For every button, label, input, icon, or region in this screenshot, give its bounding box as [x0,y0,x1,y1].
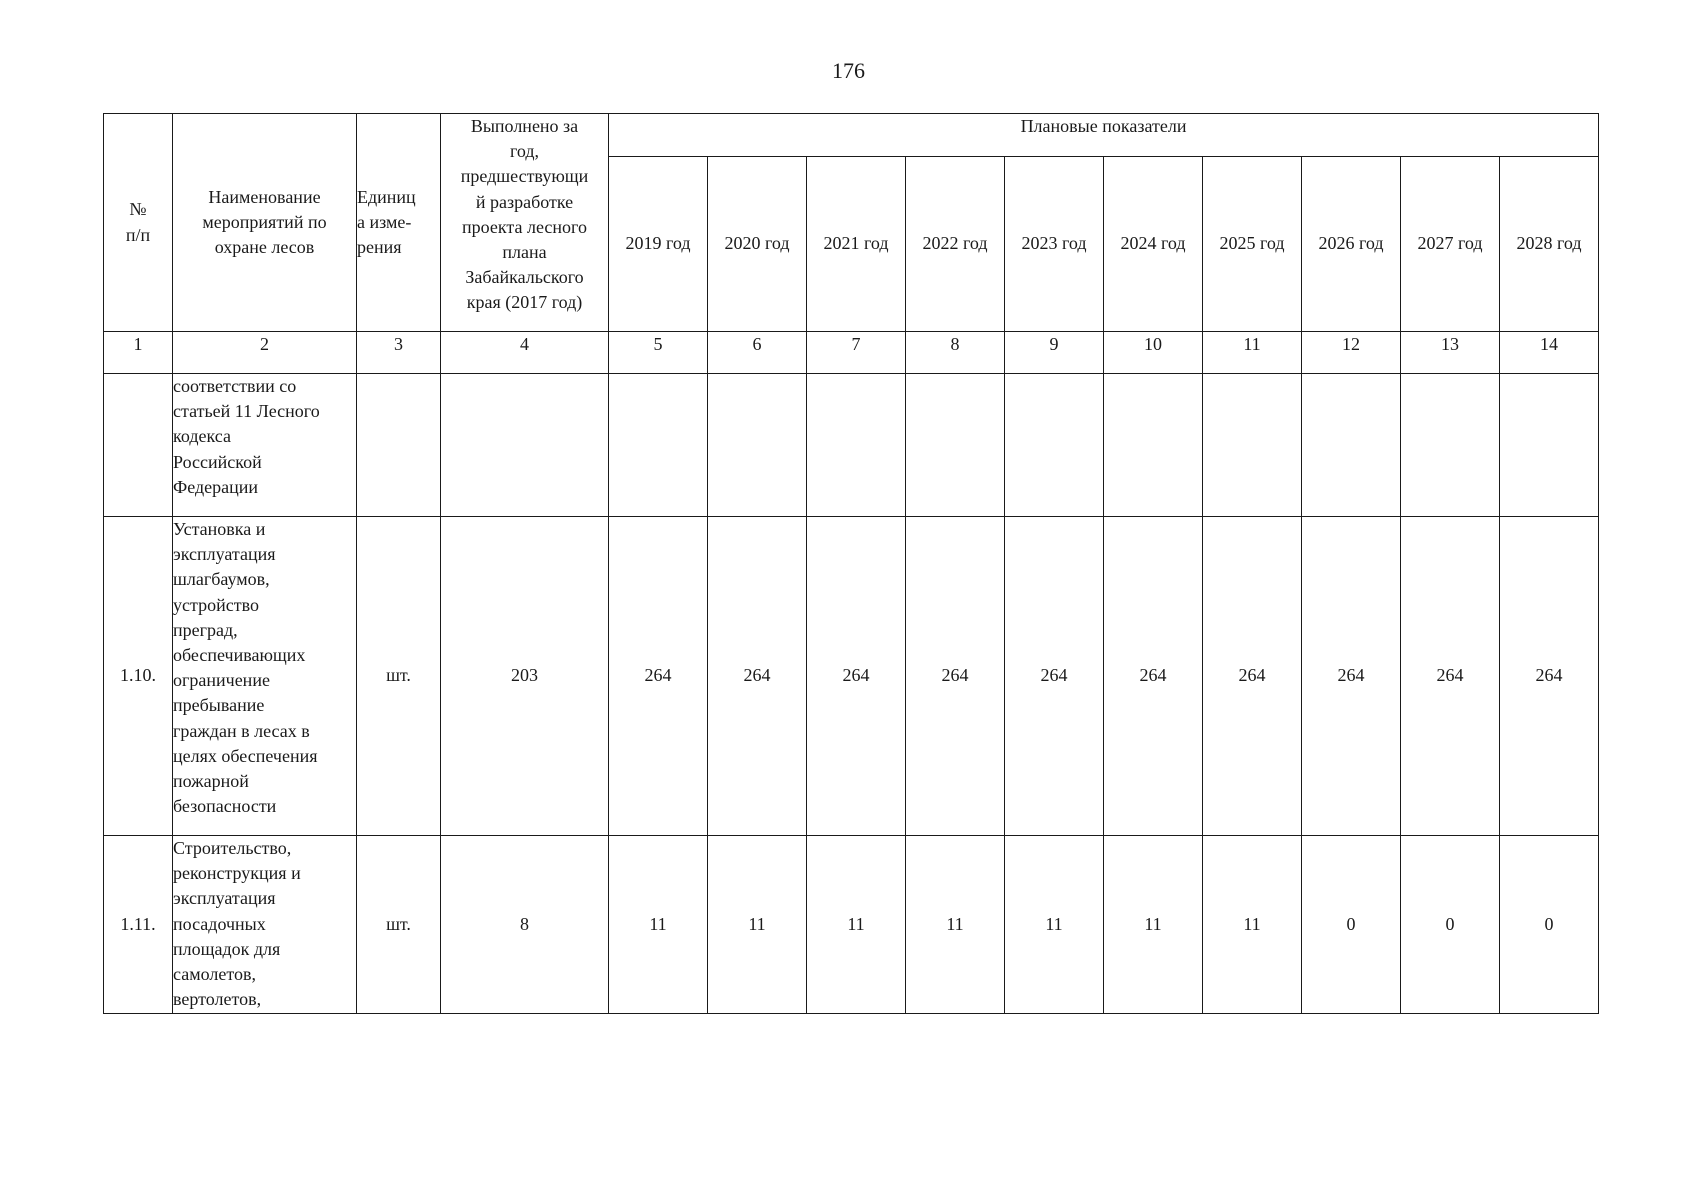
planned-value [1302,374,1401,517]
column-index: 4 [441,332,609,374]
planned-value: 11 [807,836,906,1014]
header-year: 2026 год [1302,157,1401,332]
column-index: 14 [1500,332,1599,374]
row-number [104,374,173,517]
planned-value [906,374,1005,517]
header-name: Наименование мероприятий по охране лесов [173,114,357,332]
planned-value: 11 [1104,836,1203,1014]
planned-value: 11 [708,836,807,1014]
column-index: 10 [1104,332,1203,374]
header-unit: Единиц а изме- рения [357,114,441,332]
planned-value: 264 [1302,517,1401,836]
column-index: 13 [1401,332,1500,374]
header-year: 2019 год [609,157,708,332]
forest-protection-plan-table [103,113,1599,1014]
planned-value: 0 [1302,836,1401,1014]
header-year: 2024 год [1104,157,1203,332]
planned-value: 264 [807,517,906,836]
column-index: 6 [708,332,807,374]
planned-value: 264 [1203,517,1302,836]
header-planned-indicators: Плановые показатели [609,114,1599,157]
column-index: 3 [357,332,441,374]
header-done-prev-year: Выполнено за год, предшествующи й разработке проекта лесного плана Забайкальского края (2017 год) [441,114,609,332]
column-index: 7 [807,332,906,374]
column-index: 1 [104,332,173,374]
planned-value [1104,374,1203,517]
planned-value [807,374,906,517]
planned-value [708,374,807,517]
header-row-top [104,114,1599,157]
header-year: 2023 год [1005,157,1104,332]
header-year: 2027 год [1401,157,1500,332]
column-index-row [104,332,1599,374]
planned-value [609,374,708,517]
planned-value: 11 [1005,836,1104,1014]
column-index: 5 [609,332,708,374]
planned-value: 264 [1005,517,1104,836]
unit-of-measure: шт. [357,836,441,1014]
table-row [104,517,1599,836]
row-number: 1.11. [104,836,173,1014]
planned-value: 11 [906,836,1005,1014]
column-index: 11 [1203,332,1302,374]
planned-value [1500,374,1599,517]
done-prev-year-value: 8 [441,836,609,1014]
planned-value [1005,374,1104,517]
header-year: 2022 год [906,157,1005,332]
activity-name: соответствии со статьей 11 Лесного кодекса Российской Федерации [173,374,357,517]
planned-value: 11 [609,836,708,1014]
header-year: 2025 год [1203,157,1302,332]
column-index: 12 [1302,332,1401,374]
planned-value: 264 [1104,517,1203,836]
row-number: 1.10. [104,517,173,836]
page-number: 176 [832,58,865,83]
planned-value: 264 [906,517,1005,836]
table-row [104,836,1599,1014]
planned-value: 11 [1203,836,1302,1014]
header-year: 2021 год [807,157,906,332]
unit-of-measure: шт. [357,517,441,836]
header-year: 2020 год [708,157,807,332]
planned-value: 0 [1500,836,1599,1014]
planned-value: 264 [609,517,708,836]
column-index: 2 [173,332,357,374]
header-year: 2028 год [1500,157,1599,332]
column-index: 9 [1005,332,1104,374]
header-num: № п/п [104,114,173,332]
done-prev-year-value [441,374,609,517]
planned-value [1401,374,1500,517]
table-row [104,374,1599,517]
activity-name: Строительство, реконструкция и эксплуатация посадочных площадок для самолетов, вертолетов, [173,836,357,1014]
planned-value: 264 [1500,517,1599,836]
planned-value: 264 [1401,517,1500,836]
done-prev-year-value: 203 [441,517,609,836]
planned-value: 0 [1401,836,1500,1014]
planned-value: 264 [708,517,807,836]
column-index: 8 [906,332,1005,374]
activity-name: Установка и эксплуатация шлагбаумов, устройство преград, обеспечивающих ограничение пребывание граждан в лесах в целях обеспечения пожарной безопасности [173,517,357,836]
planned-value [1203,374,1302,517]
unit-of-measure [357,374,441,517]
